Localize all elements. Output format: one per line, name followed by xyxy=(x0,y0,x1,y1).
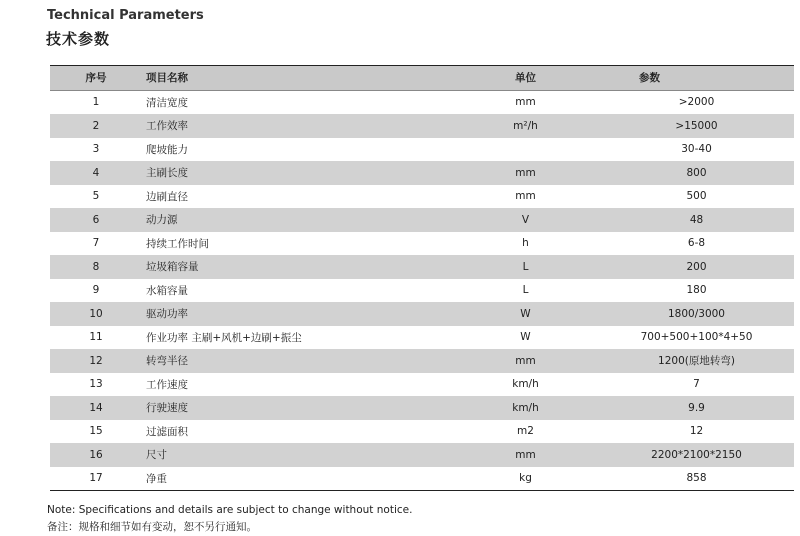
header-value: 参数 xyxy=(599,66,794,91)
cell-no: 5 xyxy=(50,185,142,209)
header-name: 项目名称 xyxy=(142,66,452,91)
cell-name: 尺寸 xyxy=(142,443,452,467)
table-row xyxy=(50,232,794,256)
cell-name: 清洁宽度 xyxy=(142,90,452,114)
cell-unit: m2 xyxy=(452,420,599,444)
table-row xyxy=(50,420,794,444)
table-row xyxy=(50,349,794,373)
cell-unit: W xyxy=(452,302,599,326)
table-row xyxy=(50,326,794,350)
cell-name: 转弯半径 xyxy=(142,349,452,373)
note-chinese: 备注：规格和细节如有变动，恕不另行通知。 xyxy=(47,521,257,533)
cell-name: 作业功率 主刷+风机+边刷+振尘 xyxy=(142,326,452,350)
cell-unit: m²/h xyxy=(452,114,599,138)
cell-no: 13 xyxy=(50,373,142,397)
cell-name: 边刷直径 xyxy=(142,185,452,209)
cell-unit: mm xyxy=(452,349,599,373)
cell-unit: mm xyxy=(452,90,599,114)
cell-value: 1200(原地转弯) xyxy=(599,349,794,373)
table-header-row xyxy=(50,66,794,91)
cell-unit: W xyxy=(452,326,599,350)
table-row xyxy=(50,279,794,303)
title-chinese: 技术参数 xyxy=(46,30,111,48)
cell-value: 700+500+100*4+50 xyxy=(599,326,794,350)
cell-value: 2200*2100*2150 xyxy=(599,443,794,467)
cell-name: 爬坡能力 xyxy=(142,138,452,162)
cell-unit: mm xyxy=(452,185,599,209)
cell-unit: L xyxy=(452,279,599,303)
header-unit: 单位 xyxy=(452,66,599,91)
cell-unit: km/h xyxy=(452,373,599,397)
cell-name: 过滤面积 xyxy=(142,420,452,444)
parameters-table xyxy=(50,65,794,491)
cell-name: 动力源 xyxy=(142,208,452,232)
cell-value: 858 xyxy=(599,467,794,491)
cell-unit: V xyxy=(452,208,599,232)
cell-name: 驱动功率 xyxy=(142,302,452,326)
cell-unit: L xyxy=(452,255,599,279)
cell-name: 持续工作时间 xyxy=(142,232,452,256)
table-row xyxy=(50,161,794,185)
cell-value: 6-8 xyxy=(599,232,794,256)
cell-value: 180 xyxy=(599,279,794,303)
cell-name: 主刷长度 xyxy=(142,161,452,185)
cell-name: 垃圾箱容量 xyxy=(142,255,452,279)
table-row xyxy=(50,208,794,232)
cell-no: 2 xyxy=(50,114,142,138)
cell-no: 10 xyxy=(50,302,142,326)
cell-no: 15 xyxy=(50,420,142,444)
cell-unit: mm xyxy=(452,443,599,467)
cell-name: 水箱容量 xyxy=(142,279,452,303)
table-row xyxy=(50,396,794,420)
table-row xyxy=(50,255,794,279)
cell-no: 3 xyxy=(50,138,142,162)
cell-value: >2000 xyxy=(599,90,794,114)
cell-value: 800 xyxy=(599,161,794,185)
cell-value: 1800/3000 xyxy=(599,302,794,326)
header-no: 序号 xyxy=(50,66,142,91)
cell-value: 9.9 xyxy=(599,396,794,420)
note-english: Note: Specifications and details are subject to change without notice. xyxy=(47,504,413,516)
table-row xyxy=(50,138,794,162)
cell-value: 30-40 xyxy=(599,138,794,162)
cell-no: 16 xyxy=(50,443,142,467)
cell-no: 11 xyxy=(50,326,142,350)
cell-name: 净重 xyxy=(142,467,452,491)
table-row xyxy=(50,443,794,467)
cell-name: 行驶速度 xyxy=(142,396,452,420)
cell-no: 14 xyxy=(50,396,142,420)
cell-no: 8 xyxy=(50,255,142,279)
cell-value: 48 xyxy=(599,208,794,232)
cell-name: 工作效率 xyxy=(142,114,452,138)
cell-value: >15000 xyxy=(599,114,794,138)
cell-no: 7 xyxy=(50,232,142,256)
table-row xyxy=(50,302,794,326)
cell-no: 4 xyxy=(50,161,142,185)
cell-unit: kg xyxy=(452,467,599,491)
table-row xyxy=(50,373,794,397)
table-row xyxy=(50,114,794,138)
cell-no: 6 xyxy=(50,208,142,232)
cell-no: 1 xyxy=(50,90,142,114)
cell-value: 200 xyxy=(599,255,794,279)
cell-value: 7 xyxy=(599,373,794,397)
cell-unit: h xyxy=(452,232,599,256)
table-row xyxy=(50,90,794,114)
cell-value: 500 xyxy=(599,185,794,209)
cell-name: 工作速度 xyxy=(142,373,452,397)
table-row xyxy=(50,467,794,491)
cell-unit: km/h xyxy=(452,396,599,420)
table-row xyxy=(50,185,794,209)
title-english: Technical Parameters xyxy=(47,8,204,23)
cell-unit xyxy=(452,138,599,162)
cell-no: 17 xyxy=(50,467,142,491)
cell-unit: mm xyxy=(452,161,599,185)
cell-no: 12 xyxy=(50,349,142,373)
cell-value: 12 xyxy=(599,420,794,444)
cell-no: 9 xyxy=(50,279,142,303)
